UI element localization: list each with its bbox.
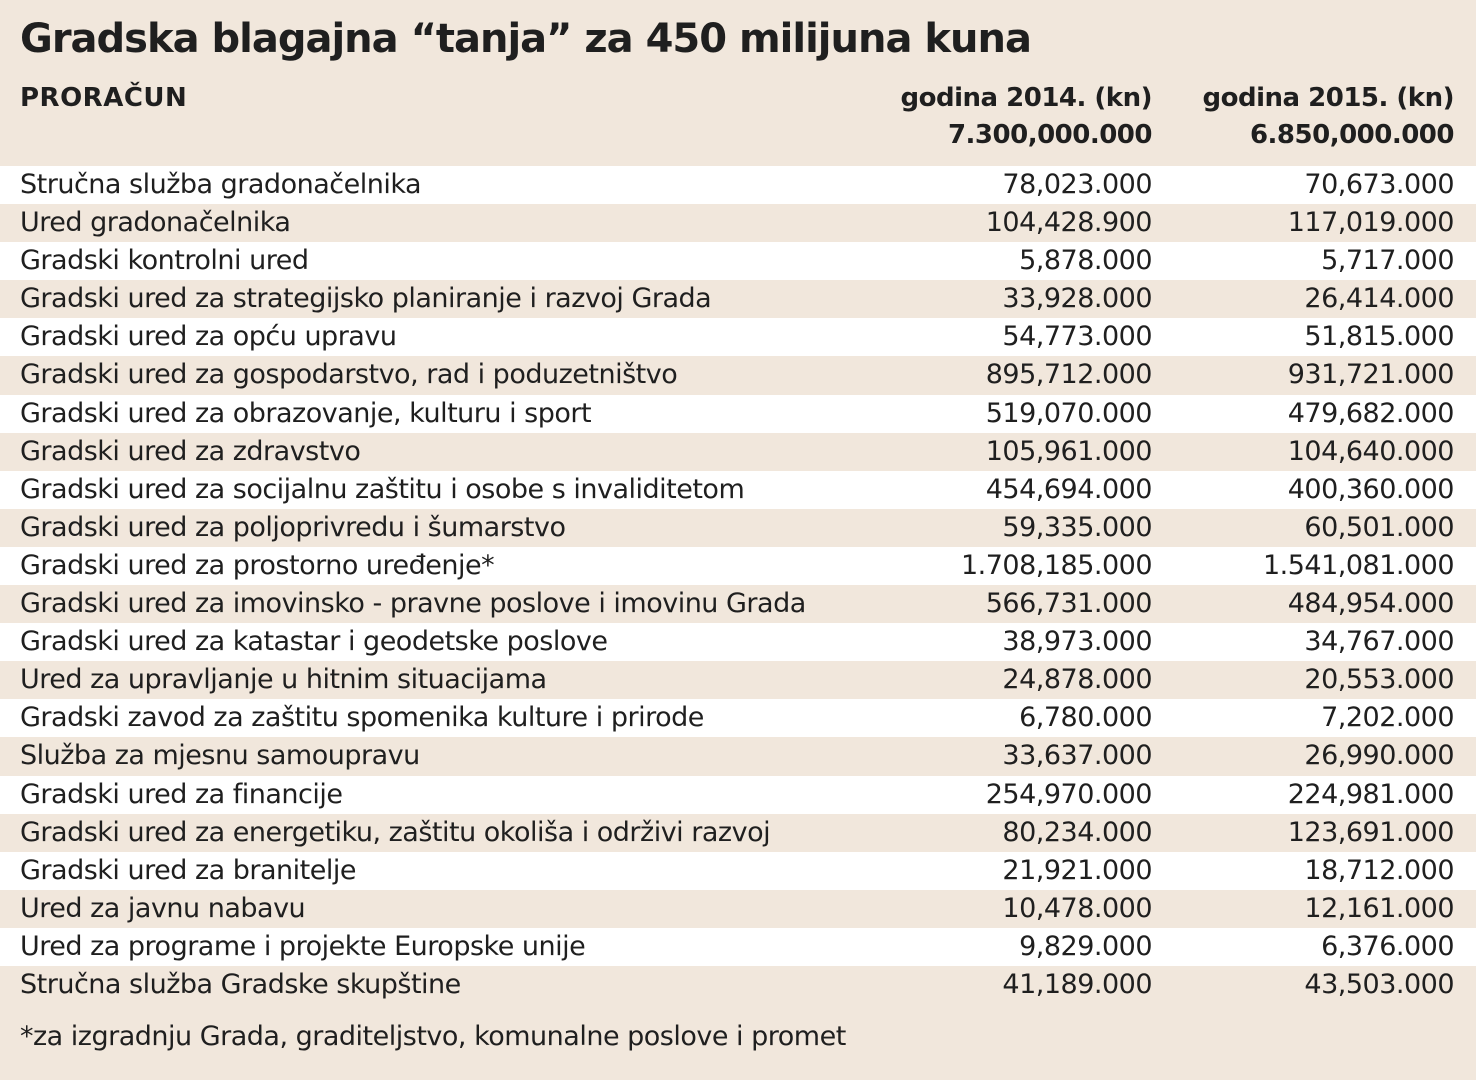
column-header-2014: godina 2014. (kn) (900, 83, 1152, 113)
table-row (0, 852, 1476, 890)
total-2014: 7.300,000.000 (947, 120, 1152, 150)
section-label: PRORAČUN (20, 83, 188, 113)
value-2015: 7,202.000 (1321, 702, 1454, 734)
value-2014: 566,731.000 (985, 588, 1152, 620)
table-row (0, 623, 1476, 661)
value-2015: 6,376.000 (1321, 930, 1454, 962)
row-label: Gradski ured za prostorno uređenje* (20, 549, 495, 581)
table-row (0, 699, 1476, 737)
value-2015: 18,712.000 (1304, 854, 1454, 886)
value-2014: 24,878.000 (1002, 664, 1152, 696)
row-label: Gradski ured za zdravstvo (20, 435, 361, 467)
table-row (0, 356, 1476, 394)
row-label: Ured za javnu nabavu (20, 892, 306, 924)
row-label: Ured za upravljanje u hitnim situacijama (20, 664, 547, 696)
value-2015: 60,501.000 (1304, 511, 1454, 543)
table-row (0, 814, 1476, 852)
table-row (0, 471, 1476, 509)
value-2014: 78,023.000 (1002, 169, 1152, 200)
row-label: Ured gradonačelnika (20, 207, 291, 239)
budget-table-body (0, 166, 1476, 1004)
table-row (0, 928, 1476, 966)
table-row (0, 661, 1476, 699)
table-row (0, 433, 1476, 471)
column-header-2015: godina 2015. (kn) (1202, 83, 1454, 113)
value-2015: 931,721.000 (1287, 359, 1454, 391)
value-2015: 20,553.000 (1304, 664, 1454, 696)
value-2014: 5,878.000 (1019, 245, 1152, 277)
value-2015: 26,990.000 (1304, 740, 1454, 772)
value-2015: 104,640.000 (1287, 435, 1454, 467)
row-label: Gradski ured za strategijsko planiranje i razvoj Grada (20, 283, 712, 315)
row-label: Gradski ured za financije (20, 778, 343, 810)
value-2014: 80,234.000 (1002, 816, 1152, 848)
value-2014: 6,780.000 (1019, 702, 1152, 734)
row-label: Gradski ured za imovinsko - pravne poslove i imovinu Grada (20, 588, 806, 620)
value-2014: 41,189.000 (1002, 968, 1152, 1000)
row-label: Stručna služba Gradske skupštine (20, 968, 461, 1000)
value-2015: 123,691.000 (1287, 816, 1454, 848)
value-2015: 34,767.000 (1304, 626, 1454, 658)
value-2015: 51,815.000 (1304, 321, 1454, 353)
table-row (0, 547, 1476, 585)
row-label: Služba za mjesnu samoupravu (20, 740, 420, 772)
row-label: Gradski kontrolni ured (20, 245, 309, 277)
value-2015: 5,717.000 (1321, 245, 1454, 277)
value-2015: 70,673.000 (1304, 169, 1454, 200)
value-2014: 21,921.000 (1002, 854, 1152, 886)
value-2014: 104,428.900 (985, 207, 1152, 239)
value-2014: 254,970.000 (985, 778, 1152, 810)
table-row (0, 585, 1476, 623)
table-row (0, 966, 1476, 1004)
value-2015: 43,503.000 (1304, 968, 1454, 1000)
value-2014: 38,973.000 (1002, 626, 1152, 658)
footnote: *za izgradnju Grada, graditeljstvo, komunalne poslove i promet (20, 1021, 846, 1052)
row-label: Ured za programe i projekte Europske unije (20, 930, 586, 962)
value-2015: 224,981.000 (1287, 778, 1454, 810)
value-2014: 105,961.000 (985, 435, 1152, 467)
total-2015: 6.850,000.000 (1249, 120, 1454, 150)
value-2014: 454,694.000 (985, 473, 1152, 505)
row-label: Gradski ured za gospodarstvo, rad i poduzetništvo (20, 359, 678, 391)
table-row (0, 204, 1476, 242)
value-2015: 400,360.000 (1287, 473, 1454, 505)
value-2015: 26,414.000 (1304, 283, 1454, 315)
row-label: Gradski ured za opću upravu (20, 321, 397, 353)
table-row (0, 166, 1476, 204)
value-2014: 54,773.000 (1002, 321, 1152, 353)
table-header (0, 80, 1476, 164)
row-label: Gradski ured za socijalnu zaštitu i osobe s invaliditetom (20, 473, 745, 505)
value-2014: 9,829.000 (1019, 930, 1152, 962)
row-label: Gradski ured za poljoprivredu i šumarstvo (20, 511, 566, 543)
value-2015: 479,682.000 (1287, 397, 1454, 429)
value-2015: 1.541,081.000 (1262, 549, 1454, 581)
value-2015: 12,161.000 (1304, 892, 1454, 924)
value-2014: 59,335.000 (1002, 511, 1152, 543)
table-row (0, 776, 1476, 814)
value-2014: 33,637.000 (1002, 740, 1152, 772)
value-2014: 10,478.000 (1002, 892, 1152, 924)
value-2014: 33,928.000 (1002, 283, 1152, 315)
value-2015: 117,019.000 (1287, 207, 1454, 239)
table-row (0, 280, 1476, 318)
row-label: Stručna služba gradonačelnika (20, 169, 422, 200)
table-row (0, 395, 1476, 433)
table-row (0, 242, 1476, 280)
value-2014: 895,712.000 (985, 359, 1152, 391)
value-2015: 484,954.000 (1287, 588, 1454, 620)
row-label: Gradski ured za obrazovanje, kulturu i sport (20, 397, 592, 429)
page-title: Gradska blagajna “tanja” za 450 milijuna kuna (20, 16, 1031, 62)
table-row (0, 737, 1476, 775)
table-row (0, 509, 1476, 547)
table-row (0, 890, 1476, 928)
row-label: Gradski ured za katastar i geodetske poslove (20, 626, 608, 658)
row-label: Gradski zavod za zaštitu spomenika kulture i prirode (20, 702, 704, 734)
row-label: Gradski ured za branitelje (20, 854, 356, 886)
value-2014: 1.708,185.000 (960, 549, 1152, 581)
table-row (0, 318, 1476, 356)
row-label: Gradski ured za energetiku, zaštitu okoliša i održivi razvoj (20, 816, 771, 848)
value-2014: 519,070.000 (985, 397, 1152, 429)
